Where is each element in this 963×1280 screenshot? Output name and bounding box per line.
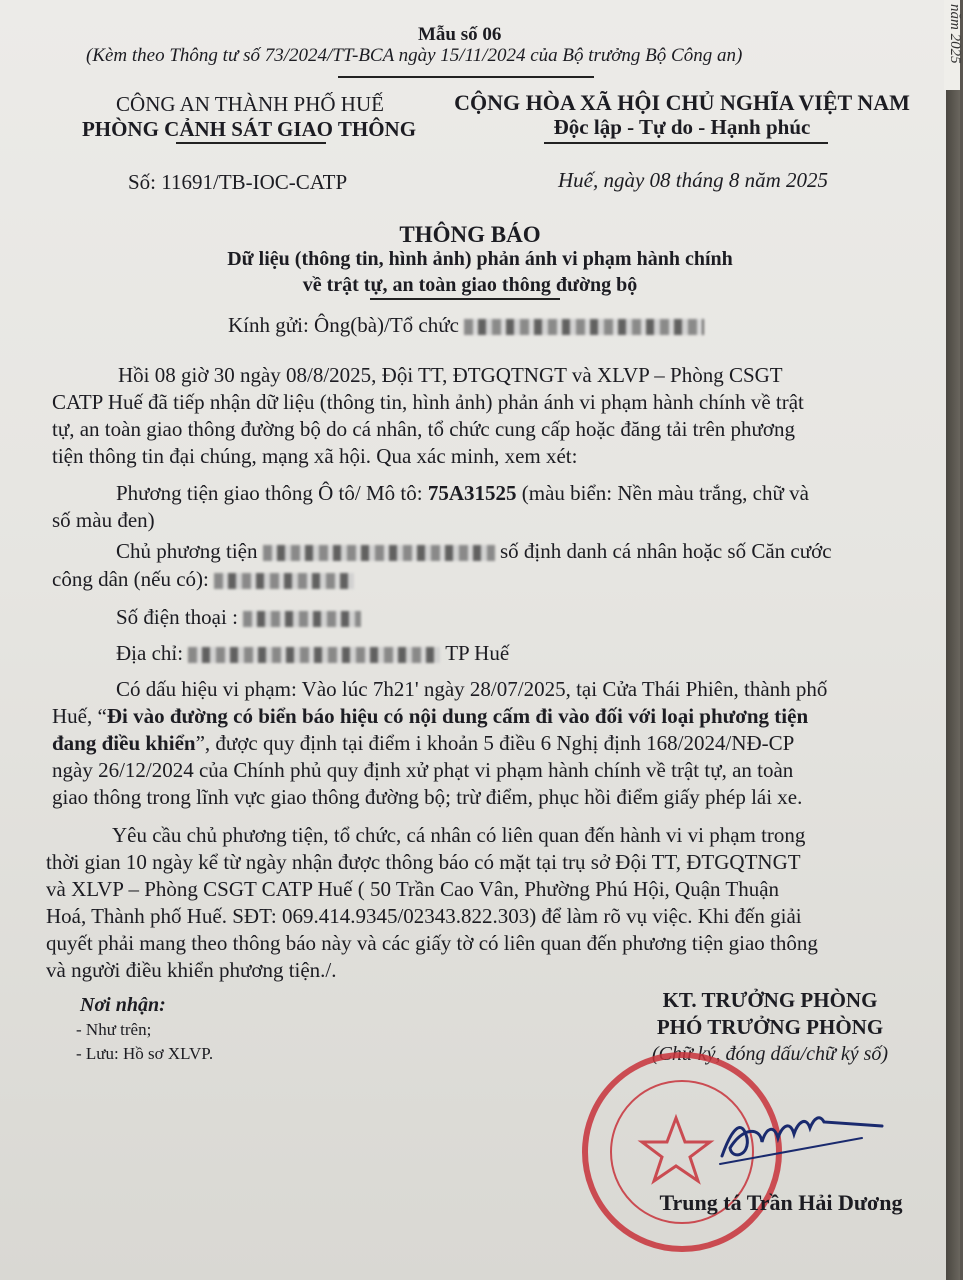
address-line [116, 640, 509, 667]
redacted-address [188, 647, 440, 663]
redacted-recipient [464, 319, 704, 335]
recipients-title: Nơi nhận: [80, 994, 166, 1016]
request-line5: quyết phải mang theo thông báo này và các giấy tờ có liên quan đến phương tiện giao thông [46, 931, 818, 955]
violation-line3 [52, 730, 794, 757]
agency-underline [176, 142, 326, 144]
address-label: Địa chỉ: [116, 641, 184, 665]
violation-line5: giao thông trong lĩnh vực giao thông đường bộ; trừ điểm, phục hồi điểm giấy phép lái xe. [52, 785, 803, 809]
para1-line2: CATP Huế đã tiếp nhận dữ liệu (thông tin, hình ảnh) phản ánh vi phạm hành chính về trật [52, 390, 804, 414]
title-underline [370, 298, 560, 300]
notice-title: THÔNG BÁO [399, 222, 541, 247]
request-line4: Hoá, Thành phố Huế. SĐT: 069.414.9345/02343.822.303) để làm rõ vụ việc. Khi đến giải [46, 904, 802, 928]
form-number: Mẫu số 06 [418, 24, 502, 45]
adjacent-page-text: năm 2025 [947, 4, 963, 64]
form-reference: (Kèm theo Thông tư số 73/2024/TT-BCA ngày 15/11/2024 của Bộ trưởng Bộ Công an) [86, 45, 743, 66]
owner-id-label-cont: công dân (nếu có): [52, 567, 209, 591]
plate-description: (màu biển: Nền màu trắng, chữ và [521, 481, 809, 505]
greeting [228, 312, 704, 339]
recipient-item-2: - Lưu: Hồ sơ XLVP. [76, 1044, 214, 1063]
national-motto: Độc lập - Tự do - Hạnh phúc [553, 115, 811, 139]
license-plate: 75A31525 [427, 481, 517, 505]
phone-label: Số điện thoại : [116, 605, 238, 629]
greeting-text: Kính gửi: Ông(bà)/Tổ chức [228, 313, 459, 337]
request-line1: Yêu cầu chủ phương tiện, tổ chức, cá nhân có liên quan đến hành vi vi phạm trong [112, 823, 806, 847]
violation-prefix: Huế, “ [52, 704, 107, 728]
desk-edge [946, 0, 960, 1280]
document-number: Số: 11691/TB-IOC-CATP [128, 170, 348, 194]
violation-regulation: ”, được quy định tại điểm i khoản 5 điều 6 Nghị định 168/2024/NĐ-CP [195, 731, 795, 755]
violation-line1: Có dấu hiệu vi phạm: Vào lúc 7h21' ngày 28/07/2025, tại Cửa Thái Phiên, thành phố [116, 677, 828, 701]
vehicle-line [116, 480, 809, 507]
violation-offense-cont: đang điều khiển [52, 731, 196, 755]
request-line2: thời gian 10 ngày kể từ ngày nhận được thông báo có mặt tại trụ sở Đội TT, ĐTGQTNGT [46, 850, 801, 874]
notice-subtitle-line1: Dữ liệu (thông tin, hình ảnh) phản ánh vi phạm hành chính [227, 248, 733, 270]
request-line3: và XLVP – Phòng CSGT CATP Huế ( 50 Trần Cao Vân, Phường Phú Hội, Quận Thuận [46, 877, 780, 901]
owner-label: Chủ phương tiện [116, 539, 258, 563]
agency-name: CÔNG AN THÀNH PHỐ HUẾ [116, 92, 384, 116]
phone-line [116, 604, 361, 631]
motto-underline [544, 142, 828, 144]
violation-line4: ngày 26/12/2024 của Chính phủ quy định xử phạt vi phạm hành chính về trật tự, an toàn [52, 758, 794, 782]
para1-line1: Hồi 08 giờ 30 ngày 08/8/2025, Đội TT, ĐTGQTNGT và XLVP – Phòng CSGT [118, 363, 783, 387]
signer-role-2: PHÓ TRƯỞNG PHÒNG [656, 1015, 884, 1039]
para1-line4: tiện thông tin đại chúng, mạng xã hội. Qua xác minh, xem xét: [52, 444, 578, 468]
country-name: CỘNG HÒA XÃ HỘI CHỦ NGHĨA VIỆT NAM [454, 90, 910, 115]
signer-name: Trung tá Trần Hải Dương [659, 1190, 903, 1215]
redacted-phone [243, 611, 361, 627]
adjacent-page-corner [944, 0, 963, 90]
para1-line3: tự, an toàn giao thông đường bộ do cá nhân, tổ chức cung cấp hoặc đăng tải trên phương [52, 417, 796, 441]
recipient-item-1: - Như trên; [76, 1020, 152, 1039]
address-city: TP Huế [445, 641, 510, 665]
plate-description-cont: số màu đen) [52, 508, 155, 532]
redacted-id-number [214, 573, 354, 589]
request-line6: và người điều khiển phương tiện./. [46, 958, 337, 982]
vehicle-label: Phương tiện giao thông Ô tô/ Mô tô: [116, 481, 423, 505]
owner-id-label: số định danh cá nhân hoặc số Căn cước [499, 539, 832, 563]
notice-subtitle-line2: về trật tự, an toàn giao thông đường bộ [302, 274, 638, 296]
form-divider [338, 76, 594, 78]
department-name: PHÒNG CẢNH SÁT GIAO THÔNG [81, 117, 417, 141]
redacted-owner-name [263, 545, 495, 561]
signer-role-1: KT. TRƯỞNG PHÒNG [662, 988, 878, 1012]
owner-line [116, 538, 832, 565]
signature-note: (Chữ ký, đóng dấu/chữ ký số) [651, 1043, 889, 1065]
handwritten-signature [702, 1098, 902, 1178]
owner-id-line [52, 566, 354, 593]
issue-date: Huế, ngày 08 tháng 8 năm 2025 [558, 168, 829, 192]
violation-line2 [52, 703, 808, 730]
violation-offense: Đi vào đường có biển báo hiệu có nội dung cấm đi vào đối với loại phương tiện [106, 704, 809, 728]
